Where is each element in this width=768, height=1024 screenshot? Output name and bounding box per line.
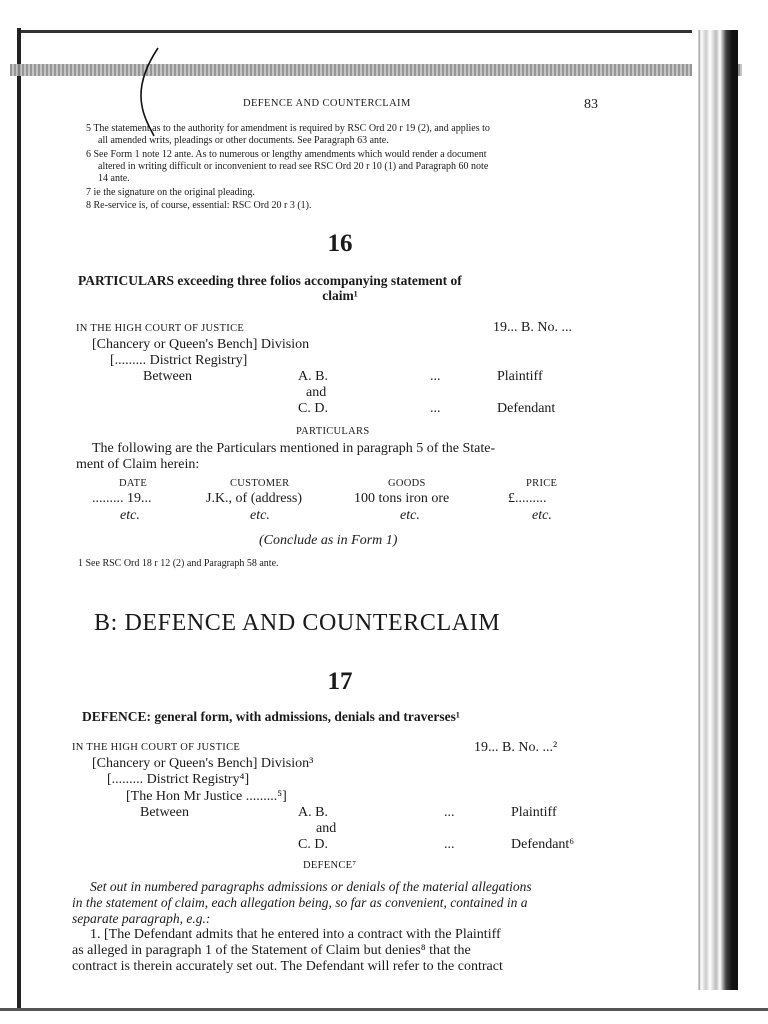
and-label: and <box>306 385 327 400</box>
table-cell: 100 tons iron ore <box>354 491 450 506</box>
table-header-date: DATE <box>119 478 148 489</box>
form-number: 16 <box>327 230 353 257</box>
table-header-customer: CUSTOMER <box>230 478 290 489</box>
footnote-line: 6 See Form 1 note 12 ante. As to numerous or lengthy amendments which would render a document <box>86 149 487 160</box>
table-cell: etc. <box>532 508 552 523</box>
table-cell: etc. <box>250 508 270 523</box>
defendant-label: Defendant⁶ <box>511 837 575 852</box>
footnote-line: altered in writing difficult or inconvenient to read see RSC Ord 20 r 10 (1) and Paragraph 60 note <box>98 161 489 172</box>
instruction-line: in the statement of claim, each allegation being, so far as convenient, contained in a <box>72 895 528 910</box>
scan-noise-band <box>10 64 742 76</box>
leader-dots: ... <box>444 805 455 820</box>
scan-top-edge <box>17 30 737 33</box>
paragraph-line: The following are the Particulars mentioned in paragraph 5 of the State- <box>92 441 496 456</box>
particulars-heading: PARTICULARS <box>296 426 370 437</box>
between-label: Between <box>143 369 192 384</box>
paragraph-line: contract is therein accurately set out. The Defendant will refer to the contract <box>72 959 503 974</box>
section-heading: B: DEFENCE AND COUNTERCLAIM <box>94 610 501 636</box>
instruction-line: separate paragraph, e.g.: <box>72 911 211 926</box>
footnote-line: 7 ie the signature on the original pleading. <box>86 187 255 198</box>
table-cell: ......... 19... <box>92 491 152 506</box>
court-name: IN THE HIGH COURT OF JUSTICE <box>72 742 241 753</box>
plaintiff-label: Plaintiff <box>511 805 557 820</box>
footnote-line: all amended writs, pleadings or other documents. See Paragraph 63 ante. <box>98 135 389 146</box>
plaintiff-label: Plaintiff <box>497 369 543 384</box>
form-title: DEFENCE: general form, with admissions, denials and traverses¹ <box>82 709 460 724</box>
footnote-line: 5 The statement as to the authority for amendment is required by RSC Ord 20 r 19 (2), and applies to <box>86 123 490 134</box>
table-header-price: PRICE <box>526 478 558 489</box>
table-header-goods: GOODS <box>388 478 426 489</box>
scan-right-edge <box>692 30 738 990</box>
leader-dots: ... <box>430 369 441 384</box>
table-cell: J.K., of (address) <box>206 491 303 506</box>
justice-line: [The Hon Mr Justice .........⁵] <box>126 789 287 804</box>
court-name: IN THE HIGH COURT OF JUSTICE <box>76 323 245 334</box>
party-defendant-name: C. D. <box>298 837 328 852</box>
form-title: PARTICULARS exceeding three folios accompanying statement of <box>78 273 462 288</box>
registry: [......... District Registry⁴] <box>107 772 250 787</box>
footnote-line: 14 ante. <box>98 173 130 184</box>
defence-heading: DEFENCE⁷ <box>303 860 357 871</box>
instruction-line: Set out in numbered paragraphs admissions or denials of the material allegations <box>90 879 532 894</box>
case-number: 19... B. No. ... <box>493 320 572 335</box>
table-cell: £......... <box>508 491 547 506</box>
page-number: 83 <box>584 97 598 112</box>
party-plaintiff-name: A. B. <box>298 805 328 820</box>
and-label: and <box>316 821 337 836</box>
defendant-label: Defendant <box>497 401 556 416</box>
table-cell: etc. <box>120 508 140 523</box>
conclude-note: (Conclude as in Form 1) <box>259 533 398 548</box>
paragraph-line: ment of Claim herein: <box>76 457 200 472</box>
footnote-line: 1 See RSC Ord 18 r 12 (2) and Paragraph 58 ante. <box>78 558 279 569</box>
between-label: Between <box>140 805 189 820</box>
party-plaintiff-name: A. B. <box>298 369 328 384</box>
running-head-title: DEFENCE AND COUNTERCLAIM <box>243 98 411 109</box>
registry: [......... District Registry] <box>110 353 248 368</box>
scan-left-edge <box>17 28 21 1008</box>
party-defendant-name: C. D. <box>298 401 328 416</box>
footnote-line: 8 Re-service is, of course, essential: RSC Ord 20 r 3 (1). <box>86 200 312 211</box>
form-number: 17 <box>327 668 353 695</box>
leader-dots: ... <box>444 837 455 852</box>
paragraph-line: 1. [The Defendant admits that he entered into a contract with the Plaintiff <box>90 927 501 942</box>
case-number: 19... B. No. ...² <box>474 740 558 755</box>
paragraph-line: as alleged in paragraph 1 of the Statement of Claim but denies⁸ that the <box>72 943 471 958</box>
division: [Chancery or Queen's Bench] Division³ <box>92 756 314 771</box>
division: [Chancery or Queen's Bench] Division <box>92 337 310 352</box>
scan-bottom-edge <box>0 1008 768 1011</box>
leader-dots: ... <box>430 401 441 416</box>
form-title-cont: claim¹ <box>322 288 358 303</box>
table-cell: etc. <box>400 508 420 523</box>
